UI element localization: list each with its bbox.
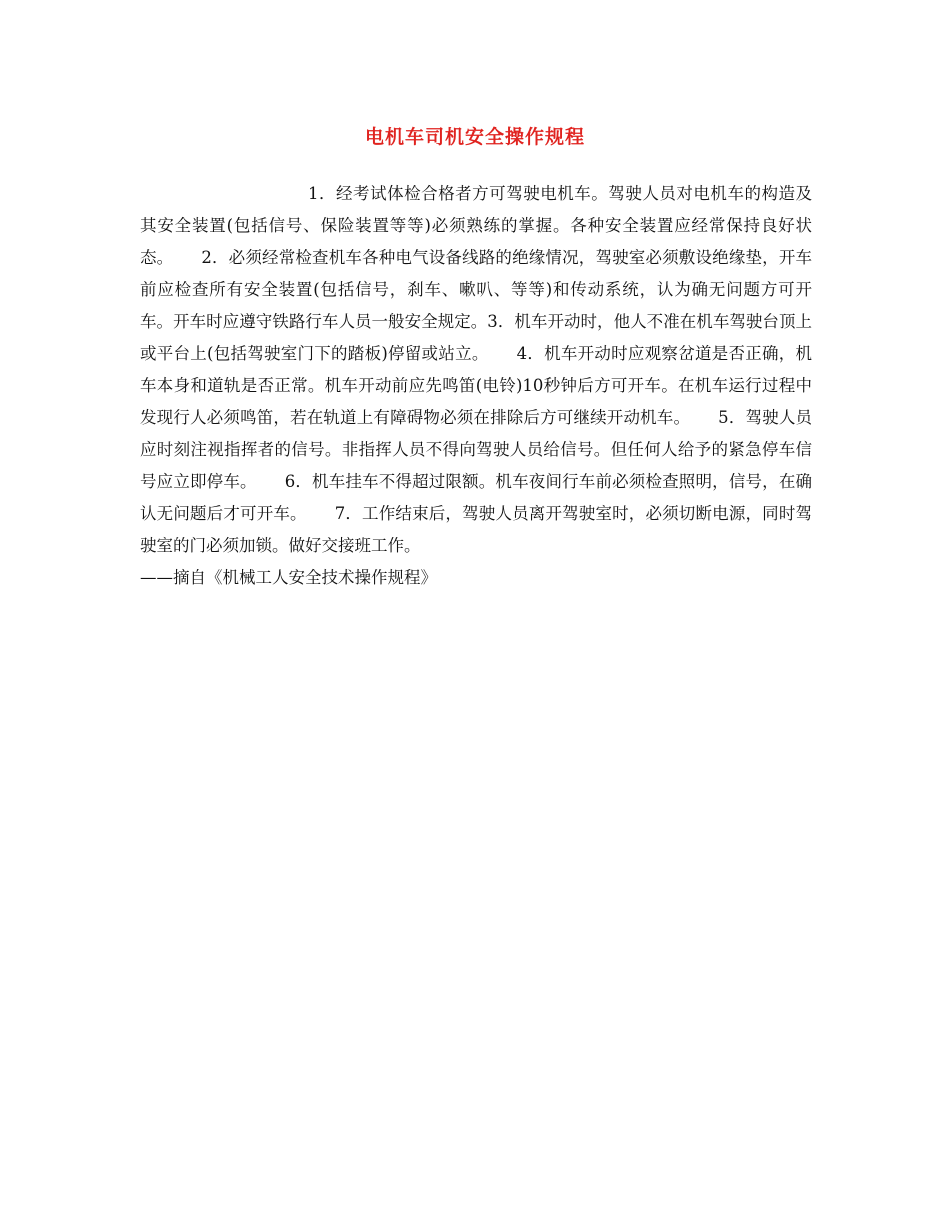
rule-item-4: 4．机车开动时应观察岔道是否正确，机车本身和道轨是否正常。机车开动前应先鸣笛(电铃)10秒钟后方可开车。在机车运行过程中发现行人必须鸣笛，若在轨道上有障碍物必须在排除后方可继续开动机车。 <box>140 344 813 427</box>
rule-item-1: 1．经考试体检合格者方可驾驶电机车。驾驶人员对电机车的构造及其安全装置(包括信号、保险装置等等)必须熟练的掌握。各种安全装置应经常保持良好状态。 <box>140 184 812 267</box>
document-body <box>140 178 812 594</box>
source-citation: ——摘自《机械工人安全技术操作规程》 <box>140 568 437 587</box>
rule-item-3: 3．机车开动时，他人不准在机车驾驶台顶上或平台上(包括驾驶室门下的踏板)停留或站立。 <box>140 312 813 363</box>
rule-item-2: 2．必须经常检查机车各种电气设备线路的绝缘情况，驾驶室必须敷设绝缘垫，开车前应检查所有安全装置(包括信号，刹车、嗽叭、等等)和传动系统，认为确无问题方可开车。开车时应遵守铁路行车人员一般安全规定。 <box>140 248 812 331</box>
rule-item-5: 5．驾驶人员应时刻注视指挥者的信号。非指挥人员不得向驾驶人员给信号。但任何人给予的紧急停车信号应立即停车。 <box>140 408 813 491</box>
document-title: 电机车司机安全操作规程 <box>364 126 585 148</box>
rule-item-6: 6．机车挂车不得超过限额。机车夜间行车前必须检查照明，信号，在确认无问题后才可开车。 <box>140 472 813 523</box>
rule-item-7: 7．工作结束后，驾驶人员离开驾驶室时，必须切断电源，同时驾驶室的门必须加锁。做好交接班工作。 <box>140 504 813 555</box>
